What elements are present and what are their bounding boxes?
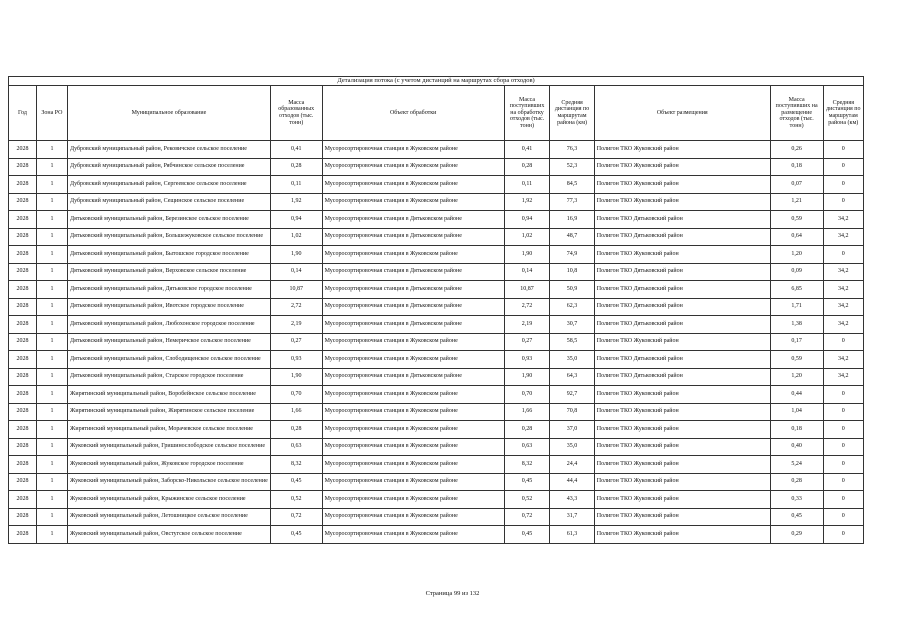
cell-municipality: Дубровский муниципальный район, Рябчинское сельское поселение (67, 158, 270, 176)
cell-municipality: Жуковский муниципальный район, Жуковское городское поселение (67, 456, 270, 474)
table-row (9, 316, 864, 334)
cell-zone: 1 (36, 176, 67, 194)
cell-municipality: Дятьковский муниципальный район, Любохонское городское поселение (67, 316, 270, 334)
cell-mass-to-placement: 1,71 (770, 298, 823, 316)
table-row (9, 351, 864, 369)
cell-zone: 1 (36, 141, 67, 159)
table-row (9, 228, 864, 246)
header-year: Год (9, 86, 37, 141)
cell-year: 2028 (9, 193, 37, 211)
cell-mass-to-placement: 0,17 (770, 333, 823, 351)
cell-avg-distance-placement: 0 (823, 141, 863, 159)
cell-avg-distance-placement: 0 (823, 473, 863, 491)
cell-mass-to-processing: 0,14 (504, 263, 550, 281)
cell-mass-to-processing: 0,70 (504, 386, 550, 404)
cell-avg-distance: 31,7 (550, 508, 595, 526)
header-avg-distance-1: Средняя дистанция по маршрутам района (км) (550, 86, 595, 141)
cell-avg-distance-placement: 0 (823, 386, 863, 404)
cell-year: 2028 (9, 386, 37, 404)
table-row (9, 421, 864, 439)
cell-processing-object: Мусоросортировочная станция в Дятьковском районе (322, 298, 504, 316)
cell-year: 2028 (9, 438, 37, 456)
cell-municipality: Жирятинский муниципальный район, Морачевское сельское поселение (67, 421, 270, 439)
cell-mass-to-placement: 0,26 (770, 141, 823, 159)
cell-zone: 1 (36, 158, 67, 176)
cell-mass-generated: 0,11 (270, 176, 322, 194)
cell-year: 2028 (9, 473, 37, 491)
cell-municipality: Дубровский муниципальный район, Сещинское сельское поселение (67, 193, 270, 211)
cell-mass-to-processing: 2,72 (504, 298, 550, 316)
table-row (9, 333, 864, 351)
table-row (9, 438, 864, 456)
table-row (9, 246, 864, 264)
cell-mass-to-placement: 6,85 (770, 281, 823, 299)
cell-year: 2028 (9, 508, 37, 526)
cell-mass-to-processing: 0,94 (504, 211, 550, 229)
cell-avg-distance: 48,7 (550, 228, 595, 246)
cell-avg-distance-placement: 0 (823, 456, 863, 474)
cell-avg-distance-placement: 34,2 (823, 281, 863, 299)
cell-year: 2028 (9, 158, 37, 176)
table-row (9, 211, 864, 229)
cell-mass-generated: 0,52 (270, 491, 322, 509)
cell-placement-object: Полигон ТКО Дятьковский район (594, 228, 770, 246)
cell-mass-generated: 0,93 (270, 351, 322, 369)
cell-processing-object: Мусоросортировочная станция в Жуковском районе (322, 246, 504, 264)
cell-placement-object: Полигон ТКО Жуковский район (594, 491, 770, 509)
cell-placement-object: Полигон ТКО Дятьковский район (594, 351, 770, 369)
cell-mass-generated: 0,45 (270, 473, 322, 491)
cell-municipality: Дятьковский муниципальный район, Ивотское городское поселение (67, 298, 270, 316)
cell-avg-distance-placement: 0 (823, 491, 863, 509)
cell-avg-distance: 64,3 (550, 368, 595, 386)
cell-placement-object: Полигон ТКО Жуковский район (594, 403, 770, 421)
cell-municipality: Жирятинский муниципальный район, Жирятинское сельское поселение (67, 403, 270, 421)
cell-placement-object: Полигон ТКО Жуковский район (594, 386, 770, 404)
cell-mass-to-processing: 1,90 (504, 246, 550, 264)
cell-avg-distance-placement: 34,2 (823, 228, 863, 246)
cell-mass-generated: 0,28 (270, 421, 322, 439)
cell-avg-distance-placement: 0 (823, 438, 863, 456)
cell-placement-object: Полигон ТКО Жуковский район (594, 526, 770, 544)
cell-year: 2028 (9, 298, 37, 316)
cell-mass-to-processing: 0,45 (504, 473, 550, 491)
cell-placement-object: Полигон ТКО Дятьковский район (594, 263, 770, 281)
cell-mass-generated: 0,41 (270, 141, 322, 159)
cell-avg-distance-placement: 0 (823, 158, 863, 176)
cell-processing-object: Мусоросортировочная станция в Жуковском районе (322, 456, 504, 474)
cell-mass-to-processing: 0,28 (504, 421, 550, 439)
cell-processing-object: Мусоросортировочная станция в Жуковском районе (322, 176, 504, 194)
cell-mass-to-processing: 2,19 (504, 316, 550, 334)
cell-mass-to-processing: 0,72 (504, 508, 550, 526)
cell-mass-to-placement: 0,59 (770, 211, 823, 229)
header-processing-object: Объект обработки (322, 86, 504, 141)
cell-year: 2028 (9, 141, 37, 159)
cell-avg-distance-placement: 34,2 (823, 211, 863, 229)
table-row (9, 176, 864, 194)
cell-avg-distance: 52,3 (550, 158, 595, 176)
page-number: Страница 99 из 132 (425, 590, 480, 597)
cell-avg-distance-placement: 34,2 (823, 298, 863, 316)
cell-zone: 1 (36, 246, 67, 264)
cell-mass-to-processing: 1,90 (504, 368, 550, 386)
header-mass-to-processing: Масса поступивших на обработку отходов (тыс. тонн) (504, 86, 550, 141)
cell-municipality: Жуковский муниципальный район, Заборско-Никольское сельское поселение (67, 473, 270, 491)
cell-processing-object: Мусоросортировочная станция в Жуковском районе (322, 508, 504, 526)
cell-avg-distance: 77,3 (550, 193, 595, 211)
cell-year: 2028 (9, 351, 37, 369)
cell-processing-object: Мусоросортировочная станция в Жуковском районе (322, 526, 504, 544)
cell-processing-object: Мусоросортировочная станция в Дятьковском районе (322, 228, 504, 246)
table-row (9, 368, 864, 386)
cell-avg-distance: 35,0 (550, 438, 595, 456)
cell-avg-distance: 44,4 (550, 473, 595, 491)
cell-zone: 1 (36, 211, 67, 229)
header-placement-object: Объект размещения (594, 86, 770, 141)
cell-mass-to-placement: 0,33 (770, 491, 823, 509)
cell-mass-generated: 1,02 (270, 228, 322, 246)
cell-zone: 1 (36, 333, 67, 351)
cell-placement-object: Полигон ТКО Жуковский район (594, 158, 770, 176)
cell-mass-to-processing: 0,63 (504, 438, 550, 456)
cell-zone: 1 (36, 491, 67, 509)
cell-year: 2028 (9, 228, 37, 246)
cell-year: 2028 (9, 368, 37, 386)
table-row (9, 386, 864, 404)
cell-mass-to-processing: 0,45 (504, 526, 550, 544)
table-row (9, 403, 864, 421)
cell-zone: 1 (36, 228, 67, 246)
cell-mass-generated: 0,94 (270, 211, 322, 229)
cell-avg-distance-placement: 0 (823, 193, 863, 211)
cell-placement-object: Полигон ТКО Жуковский район (594, 456, 770, 474)
cell-mass-to-processing: 10,87 (504, 281, 550, 299)
cell-placement-object: Полигон ТКО Дятьковский район (594, 298, 770, 316)
cell-avg-distance: 35,0 (550, 351, 595, 369)
cell-zone: 1 (36, 421, 67, 439)
cell-processing-object: Мусоросортировочная станция в Дятьковском районе (322, 316, 504, 334)
cell-mass-generated: 8,32 (270, 456, 322, 474)
cell-mass-generated: 10,87 (270, 281, 322, 299)
cell-year: 2028 (9, 176, 37, 194)
cell-mass-to-placement: 0,07 (770, 176, 823, 194)
cell-placement-object: Полигон ТКО Жуковский район (594, 246, 770, 264)
cell-placement-object: Полигон ТКО Жуковский район (594, 176, 770, 194)
cell-placement-object: Полигон ТКО Дятьковский район (594, 316, 770, 334)
cell-placement-object: Полигон ТКО Жуковский район (594, 438, 770, 456)
cell-processing-object: Мусоросортировочная станция в Жуковском районе (322, 438, 504, 456)
cell-year: 2028 (9, 333, 37, 351)
cell-avg-distance-placement: 34,2 (823, 351, 863, 369)
cell-avg-distance-placement: 0 (823, 176, 863, 194)
cell-avg-distance: 58,5 (550, 333, 595, 351)
cell-avg-distance: 62,3 (550, 298, 595, 316)
cell-avg-distance: 92,7 (550, 386, 595, 404)
cell-mass-to-placement: 0,09 (770, 263, 823, 281)
table-row (9, 491, 864, 509)
cell-processing-object: Мусоросортировочная станция в Жуковском районе (322, 386, 504, 404)
cell-mass-generated: 0,28 (270, 158, 322, 176)
cell-mass-to-processing: 8,32 (504, 456, 550, 474)
table-row (9, 193, 864, 211)
cell-avg-distance-placement: 0 (823, 246, 863, 264)
cell-processing-object: Мусоросортировочная станция в Дятьковском районе (322, 211, 504, 229)
cell-avg-distance-placement: 34,2 (823, 263, 863, 281)
cell-mass-generated: 0,27 (270, 333, 322, 351)
cell-mass-to-placement: 1,20 (770, 246, 823, 264)
cell-zone: 1 (36, 438, 67, 456)
cell-municipality: Дятьковский муниципальный район, Березинское сельское поселение (67, 211, 270, 229)
cell-mass-to-placement: 0,59 (770, 351, 823, 369)
cell-avg-distance: 70,8 (550, 403, 595, 421)
cell-municipality: Дубровский муниципальный район, Сергеевское сельское поселение (67, 176, 270, 194)
cell-mass-to-placement: 0,45 (770, 508, 823, 526)
cell-mass-generated: 0,14 (270, 263, 322, 281)
cell-year: 2028 (9, 263, 37, 281)
cell-placement-object: Полигон ТКО Жуковский район (594, 193, 770, 211)
cell-mass-to-placement: 1,20 (770, 368, 823, 386)
cell-avg-distance-placement: 34,2 (823, 368, 863, 386)
cell-zone: 1 (36, 456, 67, 474)
cell-processing-object: Мусоросортировочная станция в Жуковском районе (322, 158, 504, 176)
cell-avg-distance: 37,0 (550, 421, 595, 439)
cell-year: 2028 (9, 211, 37, 229)
cell-municipality: Жуковский муниципальный район, Овстугское сельское поселение (67, 526, 270, 544)
cell-mass-to-processing: 1,66 (504, 403, 550, 421)
cell-year: 2028 (9, 421, 37, 439)
cell-mass-to-placement: 0,44 (770, 386, 823, 404)
cell-mass-to-processing: 1,92 (504, 193, 550, 211)
cell-mass-to-processing: 0,52 (504, 491, 550, 509)
cell-zone: 1 (36, 368, 67, 386)
cell-mass-generated: 0,45 (270, 526, 322, 544)
cell-mass-to-placement: 0,28 (770, 473, 823, 491)
cell-mass-generated: 0,70 (270, 386, 322, 404)
cell-avg-distance: 74,9 (550, 246, 595, 264)
cell-mass-generated: 0,72 (270, 508, 322, 526)
table-row (9, 263, 864, 281)
cell-mass-to-processing: 0,11 (504, 176, 550, 194)
waste-flow-table (8, 76, 864, 544)
table-body (9, 141, 864, 544)
cell-placement-object: Полигон ТКО Дятьковский район (594, 211, 770, 229)
cell-municipality: Дятьковский муниципальный район, Слободищенское сельское поселение (67, 351, 270, 369)
cell-placement-object: Полигон ТКО Жуковский район (594, 141, 770, 159)
table-row (9, 141, 864, 159)
cell-placement-object: Полигон ТКО Жуковский район (594, 508, 770, 526)
cell-mass-to-placement: 1,38 (770, 316, 823, 334)
cell-placement-object: Полигон ТКО Дятьковский район (594, 368, 770, 386)
cell-mass-to-placement: 0,64 (770, 228, 823, 246)
cell-municipality: Жуковский муниципальный район, Крыжинское сельское поселение (67, 491, 270, 509)
cell-municipality: Дятьковский муниципальный район, Дятьковское городское поселение (67, 281, 270, 299)
cell-avg-distance-placement: 0 (823, 526, 863, 544)
cell-placement-object: Полигон ТКО Дятьковский район (594, 281, 770, 299)
cell-zone: 1 (36, 508, 67, 526)
cell-avg-distance: 10,8 (550, 263, 595, 281)
cell-year: 2028 (9, 281, 37, 299)
cell-zone: 1 (36, 298, 67, 316)
cell-year: 2028 (9, 316, 37, 334)
table-row (9, 473, 864, 491)
cell-mass-to-placement: 0,18 (770, 421, 823, 439)
cell-municipality: Дубровский муниципальный район, Рековичское сельское поселение (67, 141, 270, 159)
table-title: Детализация потока (с учетом дистанций на маршрутах сбора отходов) (9, 77, 864, 86)
cell-zone: 1 (36, 473, 67, 491)
cell-mass-to-placement: 1,04 (770, 403, 823, 421)
cell-mass-generated: 0,63 (270, 438, 322, 456)
table-row (9, 158, 864, 176)
cell-zone: 1 (36, 193, 67, 211)
cell-municipality: Жирятинский муниципальный район, Воробейнское сельское поселение (67, 386, 270, 404)
cell-mass-to-placement: 1,21 (770, 193, 823, 211)
cell-avg-distance: 76,3 (550, 141, 595, 159)
cell-year: 2028 (9, 456, 37, 474)
cell-year: 2028 (9, 491, 37, 509)
cell-processing-object: Мусоросортировочная станция в Жуковском районе (322, 403, 504, 421)
cell-mass-generated: 2,72 (270, 298, 322, 316)
cell-mass-to-processing: 0,27 (504, 333, 550, 351)
cell-processing-object: Мусоросортировочная станция в Жуковском районе (322, 193, 504, 211)
cell-mass-to-placement: 0,18 (770, 158, 823, 176)
cell-avg-distance-placement: 0 (823, 403, 863, 421)
cell-mass-generated: 1,90 (270, 246, 322, 264)
cell-mass-generated: 1,92 (270, 193, 322, 211)
header-municipality: Муниципальное образование (67, 86, 270, 141)
cell-avg-distance: 30,7 (550, 316, 595, 334)
cell-year: 2028 (9, 526, 37, 544)
cell-mass-to-placement: 5,24 (770, 456, 823, 474)
table-row (9, 456, 864, 474)
cell-municipality: Жуковский муниципальный район, Летошницкое сельское поселение (67, 508, 270, 526)
cell-mass-generated: 2,19 (270, 316, 322, 334)
cell-zone: 1 (36, 351, 67, 369)
cell-avg-distance: 84,5 (550, 176, 595, 194)
cell-municipality: Дятьковский муниципальный район, Немеричское сельское поселение (67, 333, 270, 351)
cell-processing-object: Мусоросортировочная станция в Дятьковском районе (322, 263, 504, 281)
header-zone: Зона РО (36, 86, 67, 141)
cell-avg-distance-placement: 0 (823, 333, 863, 351)
cell-avg-distance: 16,9 (550, 211, 595, 229)
cell-placement-object: Полигон ТКО Жуковский район (594, 473, 770, 491)
cell-processing-object: Мусоросортировочная станция в Жуковском районе (322, 473, 504, 491)
cell-mass-to-placement: 0,29 (770, 526, 823, 544)
cell-avg-distance: 61,3 (550, 526, 595, 544)
cell-municipality: Дятьковский муниципальный район, Верховское сельское поселение (67, 263, 270, 281)
cell-mass-to-processing: 0,93 (504, 351, 550, 369)
cell-zone: 1 (36, 263, 67, 281)
cell-zone: 1 (36, 316, 67, 334)
table-row (9, 298, 864, 316)
cell-avg-distance-placement: 0 (823, 421, 863, 439)
data-table-container (8, 76, 864, 544)
table-row (9, 526, 864, 544)
cell-mass-to-placement: 0,40 (770, 438, 823, 456)
cell-mass-to-processing: 1,02 (504, 228, 550, 246)
cell-processing-object: Мусоросортировочная станция в Жуковском районе (322, 421, 504, 439)
cell-avg-distance: 43,3 (550, 491, 595, 509)
cell-year: 2028 (9, 246, 37, 264)
cell-avg-distance-placement: 0 (823, 508, 863, 526)
cell-mass-generated: 1,66 (270, 403, 322, 421)
table-row (9, 281, 864, 299)
cell-municipality: Дятьковский муниципальный район, Бытошское городское поселение (67, 246, 270, 264)
cell-processing-object: Мусоросортировочная станция в Жуковском районе (322, 141, 504, 159)
cell-mass-to-processing: 0,28 (504, 158, 550, 176)
cell-processing-object: Мусоросортировочная станция в Жуковском районе (322, 333, 504, 351)
cell-processing-object: Мусоросортировочная станция в Жуковском районе (322, 491, 504, 509)
cell-zone: 1 (36, 403, 67, 421)
cell-municipality: Дятьковский муниципальный район, Старское городское поселение (67, 368, 270, 386)
cell-avg-distance: 24,4 (550, 456, 595, 474)
cell-avg-distance: 50,9 (550, 281, 595, 299)
table-row (9, 508, 864, 526)
header-mass-generated: Масса образованных отходов (тыс. тонн) (270, 86, 322, 141)
cell-municipality: Жуковский муниципальный район, Гришинослободское сельское поселение (67, 438, 270, 456)
header-mass-to-placement: Масса поступивших на размещение отходов (тыс. тонн) (770, 86, 823, 141)
cell-zone: 1 (36, 386, 67, 404)
cell-processing-object: Мусоросортировочная станция в Жуковском районе (322, 351, 504, 369)
cell-zone: 1 (36, 281, 67, 299)
cell-year: 2028 (9, 403, 37, 421)
header-avg-distance-2: Средняя дистанция по маршрутам района (км) (823, 86, 863, 141)
cell-zone: 1 (36, 526, 67, 544)
cell-municipality: Дятьковский муниципальный район, Большежуковское сельское поселение (67, 228, 270, 246)
cell-placement-object: Полигон ТКО Жуковский район (594, 333, 770, 351)
cell-placement-object: Полигон ТКО Жуковский район (594, 421, 770, 439)
cell-mass-generated: 1,90 (270, 368, 322, 386)
cell-processing-object: Мусоросортировочная станция в Дятьковском районе (322, 281, 504, 299)
cell-avg-distance-placement: 34,2 (823, 316, 863, 334)
cell-processing-object: Мусоросортировочная станция в Дятьковском районе (322, 368, 504, 386)
cell-mass-to-processing: 0,41 (504, 141, 550, 159)
